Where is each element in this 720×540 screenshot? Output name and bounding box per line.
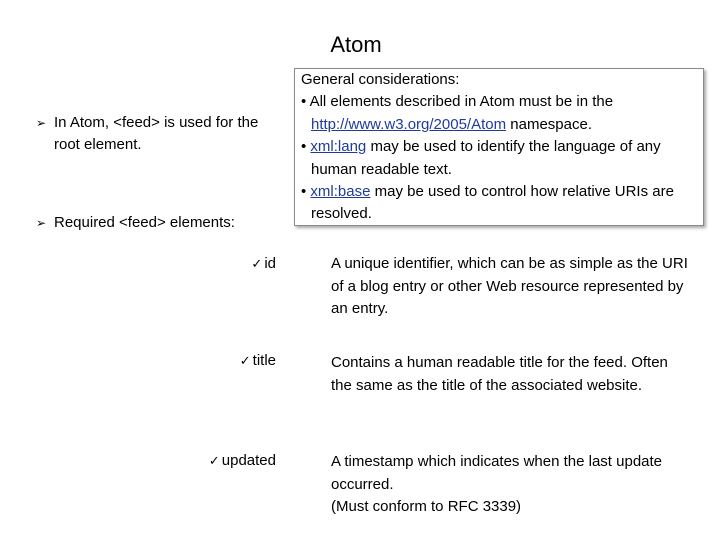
xml-lang-link[interactable]: xml:lang: [310, 138, 367, 156]
atom-namespace-link[interactable]: http://www.w3.org/2005/Atom: [311, 115, 507, 133]
element-label-updated: ✓ updated: [208, 452, 276, 469]
bullet-text: Required <feed> elements:: [54, 214, 235, 231]
box-item-namespace: • All elements described in Atom must be in the http://www.w3.org/2005/Atom namespace.: [301, 93, 614, 133]
checkmark-icon: ✓: [251, 257, 263, 272]
bullet-root-element: [36, 112, 276, 156]
considerations-box: [294, 68, 704, 226]
element-description-id: A unique identifier, which can be as simple as the URI of a blog entry or other Web resource represented by an entry.: [331, 255, 688, 318]
xml-base-link[interactable]: xml:base: [310, 183, 371, 201]
updated-description-text: A timestamp which indicates when the last update occurred.: [331, 453, 663, 493]
box-item-xml-lang: • xml:lang may be used to identify the language of any human readable text.: [301, 138, 661, 178]
element-label-id: ✓ id: [251, 255, 276, 272]
arrow-bullet-icon: ➢: [36, 216, 47, 230]
slide-title: Atom: [330, 32, 382, 57]
bullet-text: In Atom, <feed> is used for the root element.: [54, 114, 259, 153]
box-item-xml-base: • xml:base may be used to control how relative URIs are resolved.: [301, 183, 674, 223]
arrow-bullet-icon: ➢: [36, 116, 47, 130]
element-description-updated: [331, 451, 691, 519]
element-label-title: ✓ title: [239, 352, 276, 369]
checkmark-icon: ✓: [239, 354, 251, 369]
bullet-required-elements: [36, 212, 276, 234]
box-heading: General considerations:: [301, 71, 460, 88]
updated-note: (Must conform to RFC 3339): [331, 498, 522, 516]
checkmark-icon: ✓: [208, 454, 220, 469]
element-description-title: Contains a human readable title for the feed. Often the same as the title of the associated website.: [331, 354, 668, 394]
